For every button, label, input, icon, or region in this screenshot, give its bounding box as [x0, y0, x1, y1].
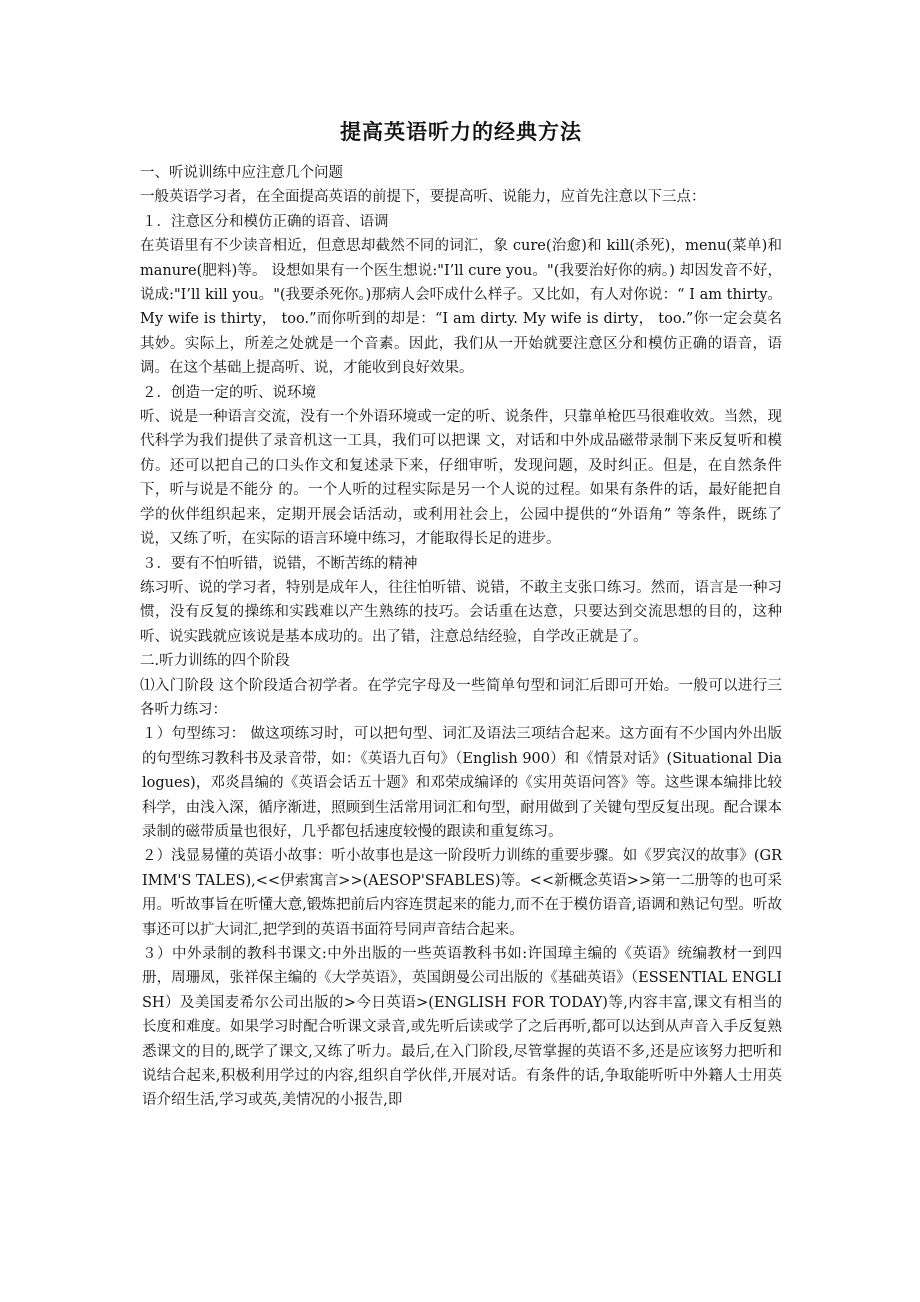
practice-item-2: ２）浅显易懂的英语小故事：听小故事也是这一阶段听力训练的重要步骤。如《罗宾汉的故事》(GRIMM'S TALES),<<伊索寓言>>(AESOP'SFABLES)等。<<新概念英语>>第一二册等的也可采用。听故事旨在听懂大意,锻炼把前后内容连贯起来的能力,而不在于模仿语音,语调和熟记句型。听故事还可以扩大词汇,把学到的英语书面符号同声音结合起来。	[142, 848, 782, 938]
intro-paragraph: 一般英语学习者，在全面提高英语的前提下，要提高听、说能力，应首先注意以下三点：	[140, 189, 706, 206]
point-paragraph-2: 听、说是一种语言交流，没有一个外语环境或一定的听、说条件，只靠单枪匹马很难收效。当然，现代科学为我们提供了录音机这一工具，我们可以把课 文，对话和中外成品磁带录制下来反复听和模仿。还可以把自己的口头作文和复述录下来，仔细审听，发现问题，及时纠正。但是，在自然条件下，听与说是不能分 的。一个人听的过程实际是另一个人说的过程。如果有条件的话，最好能把自学的伙伴组织起来，定期开展会话活动，或利用社会上，公园中提供的“外语角” 等条件，既练了说，又练了听，在实际的语言环境中练习，才能取得长足的进步。	[140, 409, 782, 548]
document-title: 提高英语听力的经典方法	[340, 119, 582, 144]
document-page	[140, 118, 782, 1113]
section-heading-2: 二.听力训练的四个阶段	[140, 653, 290, 670]
practice-item-1: １）句型练习： 做这项练习时，可以把句型、词汇及语法三项结合起来。这方面有不少国内外出版的句型练习教科书及录音带，如：《英语九百句》（English 900）和《情景对话》(Situational Dialogues)，邓炎昌编的《英语会话五十题》和邓荣成编译的《实用英语问答》等。这些课本编排比较科学，由浅入深，循序渐进，照顾到生活常用词汇和句型，耐用做到了关键句型反复出现。配合课本录制的磁带质量也很好，几乎都包括速度较慢的跟读和重复练习。	[142, 726, 782, 840]
stage-1-paragraph: ⑴入门阶段 这个阶段适合初学者。在学完字母及一些简单句型和词汇后即可开始。一般可以进行三各听力练习：	[140, 677, 782, 718]
practice-item-3: ３）中外录制的教科书课文:中外出版的一些英语教科书如:许国璋主编的《英语》统编教材一到四册，周珊凤，张祥保主编的《大学英语》，英国朗曼公司出版的《基础英语》（ESSENTIAL ENGLISH）及美国麦希尔公司出版的>今日英语>(ENGLISH FOR TODAY)等,内容丰富,课文有相当的长度和难度。如果学习时配合听课文录音,或先听后读或学了之后再听,都可以达到从声音入手反复熟悉课文的目的,既学了课文,又练了听力。最后,在入门阶段,尽管掌握的英语不多,还是应该努力把听和说结合起来,积极利用学过的内容,组织自学伙伴,开展对话。有条件的话,争取能听听中外籍人士用英语介绍生活,学习或英,美情况的小报告,即	[142, 946, 782, 1109]
point-heading-1: １．注意区分和模仿正确的语音、语调	[142, 213, 389, 230]
point-heading-3: ３．要有不怕听错，说错，不断苦练的精神	[142, 555, 418, 572]
point-paragraph-3: 练习听、说的学习者，特别是成年人，往往怕听错、说错，不敢主支张口练习。然而，语言是一种习惯，没有反复的操练和实践难以产生熟练的技巧。会话重在达意，只要达到交流思想的目的，这种听、说实践就应该说是基本成功的。出了错，注意总结经验，自学改正就是了。	[140, 579, 782, 645]
point-paragraph-1: 在英语里有不少读音相近，但意思却截然不同的词汇，象 cure(治愈)和 kill(杀死)，menu(菜单)和 manure(肥料)等。 设想如果有一个医生想说:"I’ll cure you。"(我要治好你的病。) 却因发音不好，说成:"I’ll kill you。"(我要杀死你。)那病人会吓成什么样子。又比如，有人对你说：“ I am thirty。 My wife is thirty， too.”而你听到的却是：“I am dirty. My wife is dirty， too.”你一定会莫名其妙。实际上，所差之处就是一个音素。因此，我们从一开始就要注意区分和模仿正确的语音，语调。在这个基础上提高听、说，才能收到良好效果。	[140, 238, 782, 377]
point-heading-2: ２．创造一定的听、说环境	[142, 384, 316, 401]
section-heading-1: 一、听说训练中应注意几个问题	[140, 165, 343, 181]
